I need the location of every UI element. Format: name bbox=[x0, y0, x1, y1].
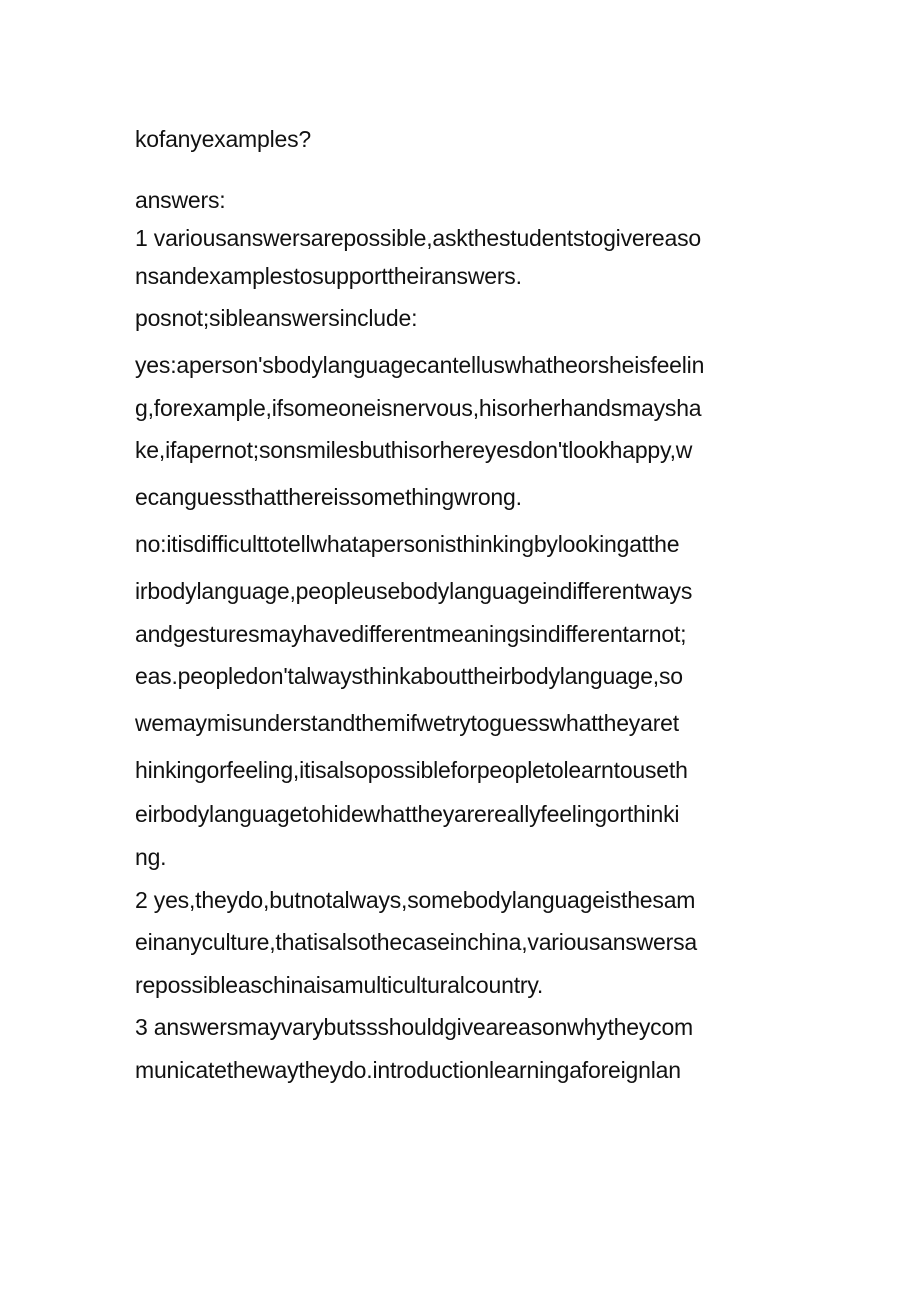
text-line: einanyculture,thatisalsothecaseinchina,variousanswersa bbox=[135, 929, 697, 955]
text-line: 2 yes,theydo,butnotalways,somebodylanguageisthesam bbox=[135, 887, 696, 913]
text-line: hinkingorfeeling,itisalsopossibleforpeopletolearntouseth bbox=[135, 757, 688, 783]
text-line: irbodylanguage,peopleusebodylanguageindifferentways bbox=[135, 578, 693, 604]
text-line: 1 variousanswersarepossible,askthestudentstogivereaso bbox=[135, 225, 702, 251]
text-line: eas.peopledon'talwaysthinkabouttheirbodylanguage,so bbox=[135, 663, 683, 689]
text-line: repossibleaschinaisamulticulturalcountry. bbox=[135, 972, 544, 998]
text-line: kofanyexamples? bbox=[135, 126, 311, 152]
text-line: andgesturesmayhavedifferentmeaningsindifferentarnot; bbox=[135, 621, 687, 647]
document-text bbox=[135, 120, 785, 1089]
text-line: ke,ifapernot;sonsmilesbuthisorhereyesdon'tlookhappy,w bbox=[135, 437, 693, 463]
text-line: 3 answersmayvarybutssshouldgiveareasonwhytheycom bbox=[135, 1014, 694, 1040]
text-line: no:itisdifficulttotellwhatapersonisthinkingbylookingatthe bbox=[135, 531, 680, 557]
text-line: answers: bbox=[135, 187, 226, 213]
text-line: municatethewaytheydo.introductionlearningaforeignlan bbox=[135, 1057, 681, 1083]
text-line: ecanguessthatthereissomethingwrong. bbox=[135, 484, 522, 510]
text-line: yes:aperson'sbodylanguagecantelluswhatheorsheisfeelin bbox=[135, 352, 705, 378]
text-line: wemaymisunderstandthemifwetrytoguesswhattheyaret bbox=[135, 710, 679, 736]
text-line: posnot;sibleanswersinclude: bbox=[135, 305, 418, 331]
text-line: g,forexample,ifsomeoneisnervous,hisorherhandsmaysha bbox=[135, 395, 702, 421]
text-line: nsandexamplestosupporttheiranswers. bbox=[135, 263, 522, 289]
text-line: ng. bbox=[135, 844, 167, 870]
text-line: eirbodylanguagetohidewhattheyarereallyfeelingorthinki bbox=[135, 801, 680, 827]
